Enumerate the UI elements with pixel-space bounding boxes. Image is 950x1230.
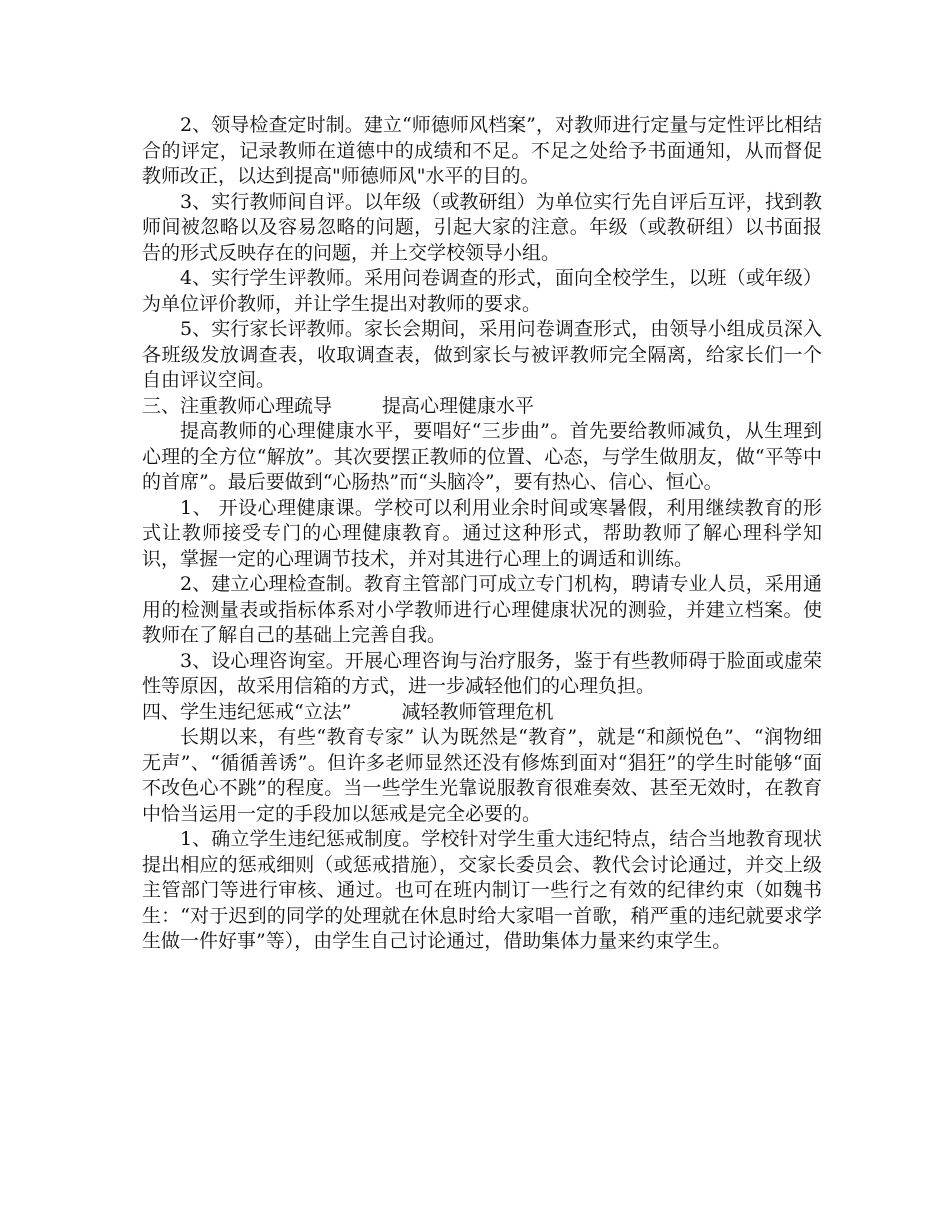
paragraph-peer-review: 3、实行教师间自评。以年级（或教研组）为单位实行先自评后互评，找到教师间被忽略以及容易忽略的问题，引起大家的注意。年级（或教研组）以书面报告的形式反映存在的问题，并上交学校领导小组。: [142, 190, 822, 264]
paragraph-counseling-room: 3、设心理咨询室。开展心理咨询与治疗服务，鉴于有些教师碍于脸面或虚荣性等原因，故采用信箱的方式，进一步减轻他们的心理负担。: [142, 649, 822, 697]
section-heading-4: [142, 700, 822, 726]
paragraph-student-review: 4、实行学生评教师。采用问卷调查的形式，面向全校学生，以班（或年级）为单位评价教师，并让学生提出对教师的要求。: [142, 267, 822, 315]
paragraph-teacher-files: 2、领导检查定时制。建立“师德师风档案”，对教师进行定量与定性评比相结合的评定，记录教师在道德中的成绩和不足。不足之处给予书面通知，从而督促教师改正，以达到提高"师德师风"水平的目的。: [142, 114, 822, 187]
section-heading-3: [142, 394, 822, 420]
paragraph-discipline-intro: 长期以来，有些“教育专家” 认为既然是“教育”，就是“和颜悦色”、“润物细无声”、“循循善诱”。但许多老师显然还没有修炼到面对“猖狂”的学生时能够“面不改色心不跳”的程度。当一些学生光靠说服教育很难奏效、甚至无效时，在教育中恰当运用一定的手段加以惩戒是完全必要的。: [142, 726, 822, 825]
paragraph-mental-check: 2、建立心理检查制。教育主管部门可成立专门机构，聘请专业人员，采用通用的检测量表或指标体系对小学教师进行心理健康状况的测验，并建立档案。使教师在了解自己的基础上完善自我。: [142, 573, 822, 646]
section-heading-4-right: 减轻教师管理危机: [401, 700, 554, 723]
paragraph-mental-health-intro: 提高教师的心理健康水平，要唱好“三步曲”。首先要给教师减负，从生理到心理的全方位“解放”。其次要摆正教师的位置、心态，与学生做朋友，做“平等中的首席”。最后要做到“心肠热”而“头脑冷”，要有热心、信心、恒心。: [142, 420, 822, 493]
paragraph-parent-review: 5、实行家长评教师。家长会期间，采用问卷调查形式，由领导小组成员深入各班级发放调查表，收取调查表，做到家长与被评教师完全隔离，给家长们一个自由评议空间。: [142, 318, 822, 391]
section-heading-4-left: 四、学生违纪惩戒“立法”: [142, 700, 352, 723]
section-heading-3-right: 提高心理健康水平: [382, 394, 535, 417]
section-heading-3-left: 三、注重教师心理疏导: [142, 394, 333, 417]
document-page: [142, 113, 822, 955]
paragraph-discipline-system: 1、确立学生违纪惩戒制度。学校针对学生重大违纪特点，结合当地教育现状提出相应的惩戒细则（或惩戒措施），交家长委员会、教代会讨论通过，并交上级主管部门等进行审核、通过。也可在班内制订一些行之有效的纪律约束（如魏书生：“对于迟到的同学的处理就在休息时给大家唱一首歌，稍严重的违纪就要求学生做一件好事”等），由学生自己讨论通过，借助集体力量来约束学生。: [142, 828, 822, 952]
paragraph-mental-health-course: 1、 开设心理健康课。学校可以利用业余时间或寒暑假，利用继续教育的形式让教师接受专门的心理健康教育。通过这种形式，帮助教师了解心理科学知识，掌握一定的心理调节技术，并对其进行心理上的调适和训练。: [142, 496, 822, 570]
